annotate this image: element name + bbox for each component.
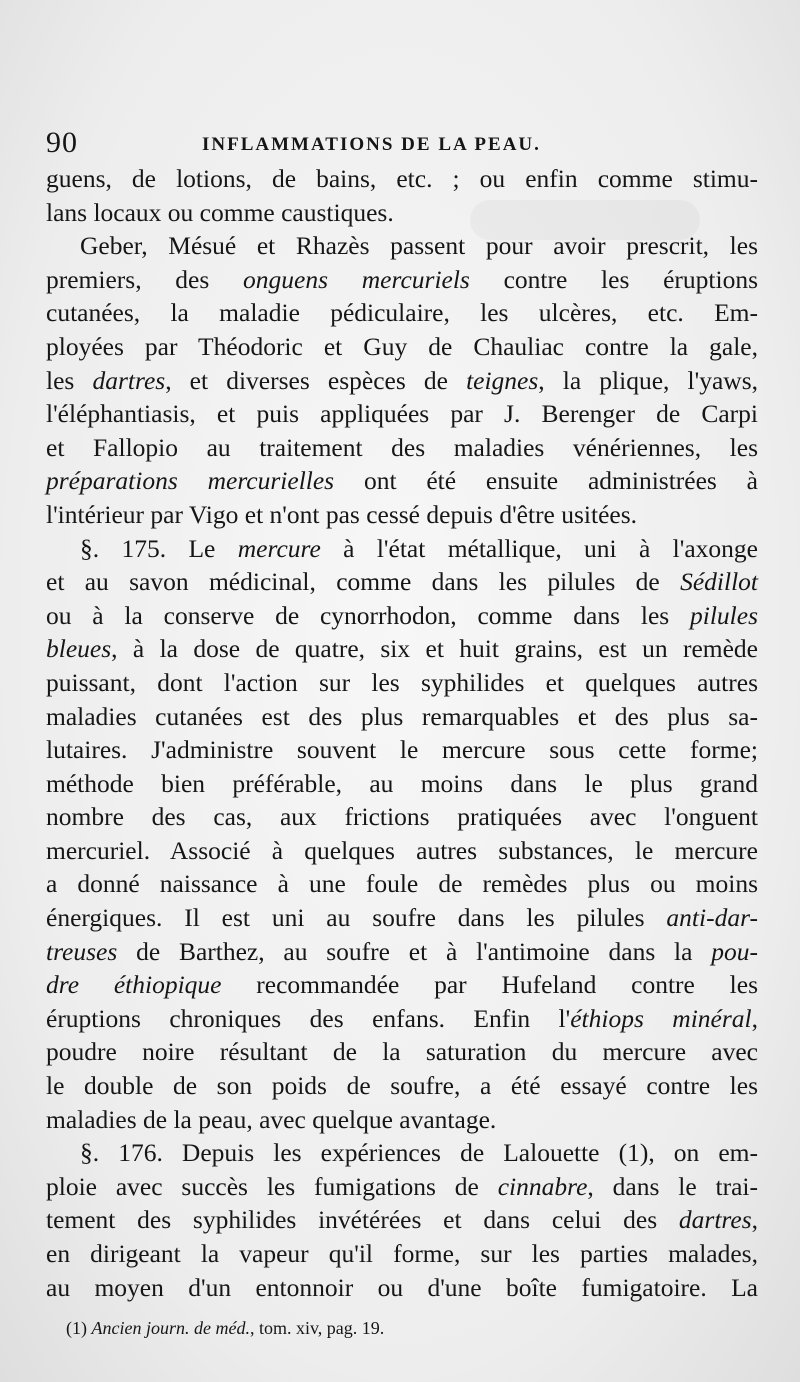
text-segment: et au savon médicinal, comme dans les pilules de bbox=[46, 567, 681, 597]
text-line bbox=[46, 599, 758, 633]
text-segment: l'éléphantiasis, et puis appliquées par J. Berenger de Carpi bbox=[46, 399, 758, 429]
text-segment: , bbox=[751, 1205, 758, 1235]
text-line bbox=[46, 733, 758, 767]
italic-term: pou- bbox=[711, 936, 758, 966]
page-number: 90 bbox=[46, 126, 78, 159]
text-line bbox=[46, 498, 758, 532]
text-line bbox=[46, 464, 758, 498]
text-segment: Geber, Mésué et Rhazès passent pour avoir prescrit, les bbox=[80, 231, 758, 261]
text-segment: les bbox=[46, 365, 93, 395]
body-text bbox=[46, 162, 758, 1304]
text-line bbox=[46, 1002, 758, 1036]
text-line bbox=[46, 1136, 758, 1170]
italic-term: éthiops minéral bbox=[570, 1003, 752, 1033]
text-segment: lans locaux ou comme caustiques. bbox=[46, 197, 394, 227]
footnote-reference: , tom. xiv, pag. 19. bbox=[249, 1318, 385, 1338]
text-segment: tement des syphilides invétérées et dans celui des bbox=[46, 1205, 679, 1235]
text-line bbox=[46, 767, 758, 801]
text-segment: et Fallopio au traitement des maladies vénériennes, les bbox=[46, 432, 758, 462]
text-line bbox=[46, 632, 758, 666]
text-segment: , à la dose de quatre, six et huit grains, est un remède bbox=[111, 634, 758, 664]
italic-term: dre éthiopique bbox=[46, 970, 222, 1000]
text-segment: l'intérieur par Vigo et n'ont pas cessé depuis d'être usitées. bbox=[46, 499, 638, 529]
text-segment: maladies cutanées est des plus remarquables et des plus sa- bbox=[46, 701, 758, 731]
text-segment: à l'état métallique, uni à l'axonge bbox=[320, 533, 758, 563]
text-segment: ont été ensuite administrées à bbox=[334, 466, 758, 496]
text-segment: mercuriel. Associé à quelques autres substances, le mercure bbox=[46, 835, 758, 865]
text-line bbox=[46, 1237, 758, 1271]
text-line bbox=[46, 162, 758, 196]
text-line bbox=[46, 364, 758, 398]
italic-term: mercure bbox=[237, 533, 321, 563]
text-segment: contre les éruptions bbox=[469, 264, 758, 294]
text-line bbox=[46, 1203, 758, 1237]
text-segment: en dirigeant la vapeur qu'il forme, sur les parties malades, bbox=[46, 1239, 758, 1268]
text-segment: guens, de lotions, de bains, etc. ; ou enfin comme stimu- bbox=[46, 164, 758, 193]
text-line bbox=[46, 867, 758, 901]
text-line bbox=[46, 263, 758, 297]
text-line bbox=[46, 1271, 758, 1305]
text-segment: méthode bien préférable, au moins dans le plus grand bbox=[46, 768, 758, 798]
text-line bbox=[46, 229, 758, 263]
text-segment: ploie avec succès les fumigations de bbox=[46, 1171, 498, 1201]
text-line bbox=[46, 700, 758, 734]
text-segment: au moyen d'un entonnoir ou d'une boîte fumigatoire. La bbox=[46, 1272, 758, 1302]
text-line bbox=[46, 196, 758, 230]
text-segment: énergiques. Il est uni au soufre dans les pilules bbox=[46, 903, 667, 933]
text-line bbox=[46, 901, 758, 935]
italic-term: teignes bbox=[466, 365, 539, 395]
text-segment: maladies de la peau, avec quelque avantage. bbox=[46, 1104, 497, 1134]
text-segment: , dans le trai- bbox=[587, 1171, 758, 1201]
text-segment: ployées par Théodoric et Guy de Chauliac contre la gale, bbox=[46, 331, 758, 361]
text-line bbox=[46, 296, 758, 330]
footnote bbox=[66, 1318, 666, 1339]
text-line bbox=[46, 935, 758, 969]
text-line bbox=[46, 532, 758, 566]
text-segment: §. 176. Depuis les expériences de Lalouette (1), on em- bbox=[80, 1138, 758, 1168]
running-head bbox=[46, 126, 756, 166]
footnote-source: Ancien journ. de méd. bbox=[91, 1318, 250, 1338]
text-segment: recommandée par Hufeland contre les bbox=[221, 970, 759, 1000]
text-segment: ou à la conserve de cynorrhodon, comme dans les bbox=[46, 600, 690, 630]
text-segment: , la plique, l'yaws, bbox=[538, 365, 759, 395]
text-line bbox=[46, 1035, 758, 1069]
text-segment: puissant, dont l'action sur les syphilides et quelques autres bbox=[46, 667, 758, 697]
text-segment: , et diverses espèces de bbox=[165, 365, 467, 395]
text-line bbox=[46, 330, 758, 364]
italic-term: pilules bbox=[690, 600, 758, 630]
text-segment: éruptions chroniques des enfans. Enfin l' bbox=[46, 1003, 571, 1033]
text-line bbox=[46, 800, 758, 834]
text-segment: , bbox=[751, 1003, 758, 1033]
text-line bbox=[46, 431, 758, 465]
italic-term: treuses bbox=[46, 936, 118, 966]
text-line bbox=[46, 834, 758, 868]
text-line bbox=[46, 397, 758, 431]
text-segment: poudre noire résultant de la saturation du mercure avec bbox=[46, 1037, 758, 1067]
italic-term: onguens mercuriels bbox=[243, 264, 470, 294]
text-segment: a donné naissance à une foule de remèdes plus ou moins bbox=[46, 869, 758, 899]
text-segment: le double de son poids de soufre, a été essayé contre les bbox=[46, 1071, 758, 1101]
italic-term: dartres bbox=[678, 1205, 752, 1235]
italic-term: préparations mercurielles bbox=[46, 466, 335, 496]
text-line bbox=[46, 968, 758, 1002]
text-line bbox=[46, 1170, 758, 1204]
running-title: INFLAMMATIONS DE LA PEAU. bbox=[202, 134, 541, 155]
text-segment: premiers, des bbox=[46, 264, 244, 294]
text-line bbox=[46, 666, 758, 700]
text-segment: de Barthez, au soufre et à l'antimoine dans la bbox=[117, 936, 712, 966]
italic-term: cinnabre bbox=[497, 1171, 588, 1201]
italic-term: Sédillot bbox=[680, 567, 758, 597]
footnote-mark: (1) bbox=[66, 1318, 92, 1338]
text-line bbox=[46, 565, 758, 599]
text-segment: §. 175. Le bbox=[80, 533, 238, 563]
italic-term: bleues bbox=[46, 634, 112, 664]
text-line bbox=[46, 1069, 758, 1103]
text-segment: cutanées, la maladie pédiculaire, les ulcères, etc. Em- bbox=[46, 298, 758, 328]
italic-term: anti-dar- bbox=[666, 903, 758, 933]
text-line bbox=[46, 1103, 758, 1137]
text-segment: nombre des cas, aux frictions pratiquées avec l'onguent bbox=[46, 802, 758, 832]
italic-term: dartres bbox=[92, 365, 166, 395]
text-segment: lutaires. J'administre souvent le mercure sous cette forme; bbox=[46, 735, 758, 765]
